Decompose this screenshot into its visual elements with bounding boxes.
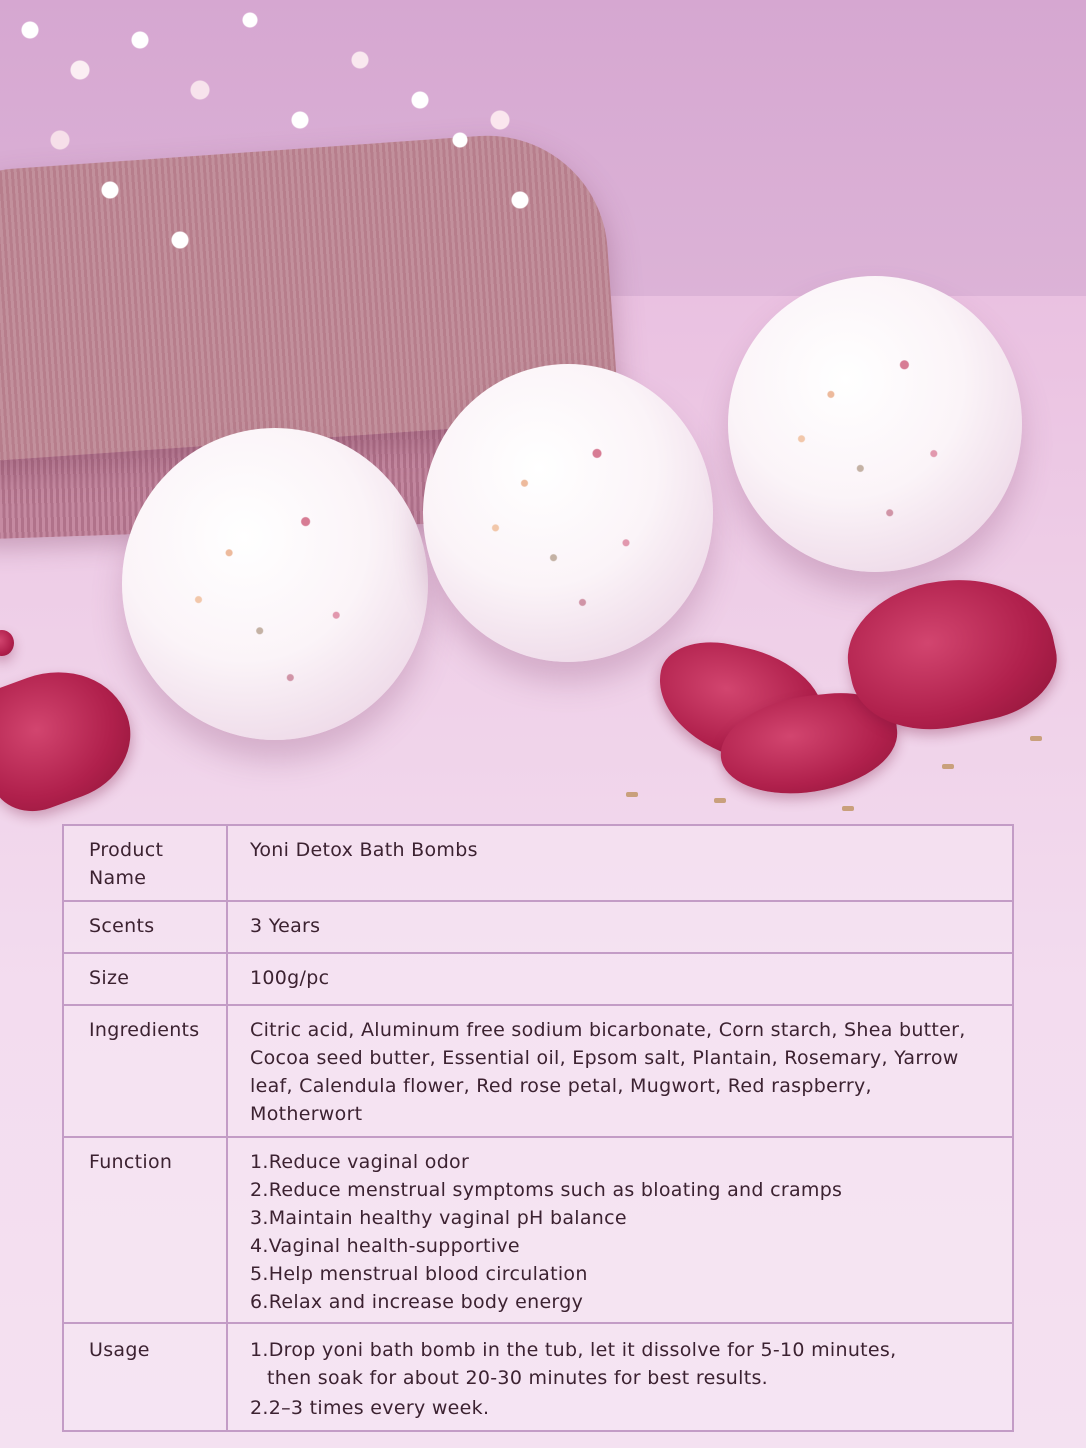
scents-value: 3 Years bbox=[227, 901, 1013, 953]
row-label: Usage bbox=[63, 1323, 227, 1431]
petal-crumb bbox=[1030, 736, 1042, 741]
function-item: 4.Vaginal health-supportive bbox=[250, 1235, 520, 1257]
product-name-value: Yoni Detox Bath Bombs bbox=[227, 825, 1013, 901]
function-item: 3.Maintain healthy vaginal pH balance bbox=[250, 1207, 627, 1229]
bath-bomb-middle bbox=[423, 364, 713, 662]
petal-crumb bbox=[714, 798, 726, 803]
table-row-usage bbox=[63, 1323, 1013, 1431]
ingredients-value: Citric acid, Aluminum free sodium bicarbonate, Corn starch, Shea butter, Cocoa seed butter, Essential oil, Epsom salt, Plantain, Rosemary, Yarrow leaf, Calendula flower, Red rose petal, Mugwort, Red raspberry, Motherwort bbox=[227, 1005, 1013, 1137]
petal-crumb bbox=[842, 806, 854, 811]
bath-bomb-right bbox=[728, 276, 1022, 572]
table-row-function bbox=[63, 1137, 1013, 1323]
table-row-ingredients bbox=[63, 1005, 1013, 1137]
row-label: Product Name bbox=[63, 825, 227, 901]
table-row-product-name bbox=[63, 825, 1013, 901]
babys-breath-flowers bbox=[0, 0, 560, 300]
petal-crumb bbox=[626, 792, 638, 797]
row-label: Size bbox=[63, 953, 227, 1005]
function-item: 6.Relax and increase body energy bbox=[250, 1291, 584, 1313]
function-item: 5.Help menstrual blood circulation bbox=[250, 1263, 588, 1285]
row-label: Ingredients bbox=[63, 1005, 227, 1137]
bath-bomb-left bbox=[122, 428, 428, 740]
usage-item: 2.2–3 times every week. bbox=[250, 1397, 490, 1419]
row-label: Function bbox=[63, 1137, 227, 1323]
table-row-scents bbox=[63, 901, 1013, 953]
function-item: 2.Reduce menstrual symptoms such as bloating and cramps bbox=[250, 1179, 843, 1201]
function-list bbox=[227, 1137, 1013, 1323]
size-value: 100g/pc bbox=[227, 953, 1013, 1005]
function-item: 1.Reduce vaginal odor bbox=[250, 1151, 470, 1173]
row-label: Scents bbox=[63, 901, 227, 953]
usage-item-line: 1.Drop yoni bath bomb in the tub, let it dissolve for 5-10 minutes, bbox=[250, 1339, 897, 1361]
usage-list bbox=[227, 1323, 1013, 1431]
table-row-size bbox=[63, 953, 1013, 1005]
petal-crumb bbox=[942, 764, 954, 769]
usage-item-line: then soak for about 20-30 minutes for best results. bbox=[267, 1367, 768, 1389]
product-spec-table bbox=[62, 824, 1014, 1432]
